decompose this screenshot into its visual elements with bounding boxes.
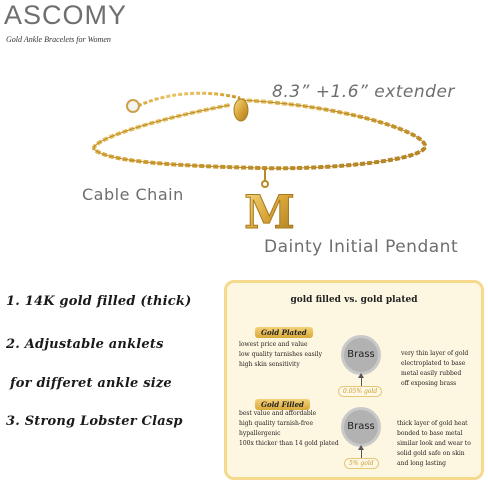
lobster-clasp [234,99,248,121]
feature-item: 3. Strong Lobster Clasp [6,414,183,429]
feature-item: for differet ankle size [10,376,172,391]
plated-desc: lowest price and value low quality tarnishes easily high skin sensitivity [239,341,322,368]
extender-label: 8.3” +1.6” extender [272,82,455,102]
plated-percent-label: 0.05% gold [338,386,382,397]
pendant-label: Dainty Initial Pendant [264,237,459,257]
comparison-panel [224,280,484,480]
feature-item: 2. Adjustable anklets [6,337,164,352]
filled-percent-label: 5% gold [344,458,379,469]
brand-logo: ASCOMY [4,0,128,30]
crystal-charm [127,100,139,112]
filled-detail: thick layer of gold heat bonded to base metal similar look and wear to solid gold safe on skin and long lasting [397,420,471,467]
feature-item: 1. 14K gold filled (thick) [6,294,192,309]
cable-chain [94,100,425,168]
gold-plated-heading: Gold Plated [255,327,313,338]
brass-core-circle: Brass [341,407,381,447]
gold-filled-heading: Gold Filled [255,399,310,410]
brass-core-circle: Brass [341,335,381,375]
comparison-title: gold filled vs. gold plated [290,295,418,305]
chain-label: Cable Chain [82,185,184,204]
plated-detail: very thin layer of gold electroplated to base metal easily rubbed off exposing brass [401,350,469,387]
initial-pendant: M [244,185,295,239]
brand-tagline: Gold Ankle Bracelets for Women [6,35,111,44]
filled-desc: best value and affordable high quality tarnish-free hypallergenic 100x thicker than 14 gold plated [239,410,339,447]
